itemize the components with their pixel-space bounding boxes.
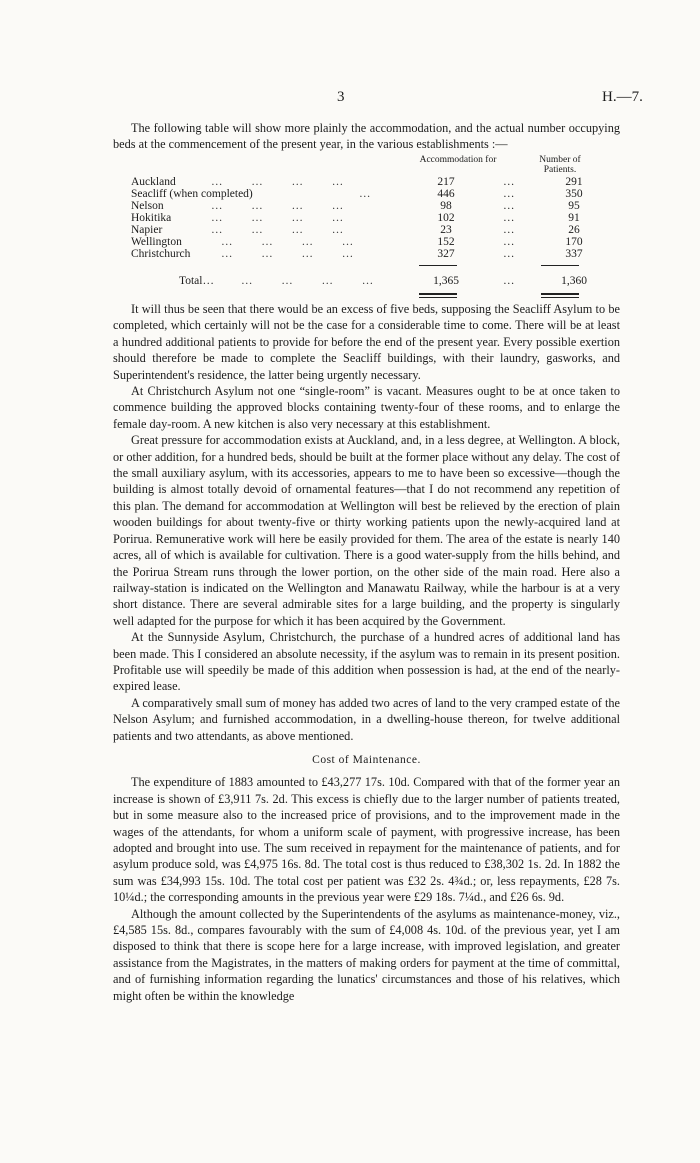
paragraph: At the Sunnyside Asylum, Christchurch, the purchase of a hundred acres of additional land has been made. This I considered an absolute necessity, if the asylum was to remain in its present position. Profitable use will speedily be made of this addition when possession is had, at the end of the nearly-expired lease.: [113, 630, 620, 694]
leader-dots: … … … …: [211, 176, 344, 188]
total-rule: [541, 297, 579, 298]
paragraph: At Christchurch Asylum not one “single-room” is vacant. Measures ought to be at once taken to commence building the approved blocks containing twenty-four of these rooms, and to enlarge the female day-room. A new kitchen is also very necessary at this establishment.: [113, 384, 620, 431]
body-text: [113, 301, 620, 1004]
row-accommodation: 217: [437, 176, 455, 188]
row-accommodation: 98: [440, 200, 452, 212]
leader-dots: … … … …: [211, 224, 344, 236]
paragraph: Although the amount collected by the Superintendents of the asylums as maintenance-money, viz., £4,585 15s. 8d., compares favourably with the sum of £4,008 4s. 10d. of the previous year, yet I am disposed to think that there is scope here for a large increase, with improved legislation, and greater assistance from the Magistrates, in the matters of making orders for payment at the time of committal, and of furnishing information regarding the lunatics' circumstances and those of his relatives, which might often be within the knowledge: [113, 906, 620, 1003]
total-accommodation: 1,365: [433, 275, 459, 287]
row-separator: …: [503, 224, 515, 236]
table-row: [131, 189, 620, 201]
row-patients: 170: [565, 236, 583, 248]
paragraph: Great pressure for accommodation exists at Auckland, and, in a less degree, at Wellington. A block, or other addition, for a hundred beds, should be built at the former place without any delay. The cost of the small auxiliary asylum, with its accessories, appears to me to have been so excessive—though the building is almost totally devoid of ornamental features—that I do not recommend any repetition of this plan. The demand for accommodation at Wellington will best be relieved by the erection of plain wooden buildings for about twenty-five or thirty working patients upon the newly-acquired land at Porirua. Remunerative work will here be easily provided for them. The area of the estate is nearly 140 acres, all of which is available for cultivation. There is a good water-supply from the hills behind, and the Porirua Stream runs through the lower portion, on the other side of the main road. Here also a railway-station is indicated on the Wellington and Manawatu Railway, while the harbour is at a very short distance. There are several admirable sites for a large building, and the property is singularly well adapted for the purpose for which it has been acquired by the Government.: [113, 433, 620, 628]
col-header-accommodation: Accommodation for: [419, 155, 497, 165]
row-separator: …: [503, 176, 515, 188]
row-patients: 91: [568, 212, 580, 224]
row-name: Napier: [131, 224, 163, 236]
table-row: [131, 225, 620, 237]
col-header-patients: Number of Patients.: [539, 155, 581, 175]
row-name: Christchurch: [131, 248, 191, 260]
row-name: Nelson: [131, 200, 164, 212]
row-accommodation: 446: [437, 188, 455, 200]
row-name: Auckland: [131, 176, 176, 188]
document-reference: H.—7.: [602, 89, 643, 105]
subtotal-rule: [541, 265, 579, 266]
paragraph: It will thus be seen that there would be an excess of five beds, supposing the Seacliff Asylum to be completed, which certainly will not be the case for a considerable time to come. There will be at least a hundred additional patients to provide for before the end of the present year. Every possible exertion should therefore be made to complete the Seacliff buildings, with their laundry, gasworks, and Superintendent's residence, the latter being urgently necessary.: [113, 302, 620, 382]
row-separator: …: [503, 248, 515, 260]
row-accommodation: 102: [437, 212, 455, 224]
paragraph: A comparatively small sum of money has added two acres of land to the very cramped estate of the Nelson Asylum; and furnished accommodation, in a dwelling-house thereon, for twelve additional patients and two attendants, as above mentioned.: [113, 695, 620, 743]
row-name: Hokitika: [131, 212, 172, 224]
table-row: [131, 237, 620, 249]
total-rule: [419, 297, 457, 298]
row-separator: …: [503, 188, 515, 200]
row-separator: …: [503, 275, 515, 287]
table-row: [131, 213, 620, 225]
row-separator: …: [503, 236, 515, 248]
total-row: [131, 276, 620, 288]
table-row: [131, 201, 620, 213]
row-name: Seacliff (when completed): [131, 188, 253, 200]
intro-paragraph: The following table will show more plainly the accommodation, and the actual number occupying beds at the commencement of the present year, in the various establishments :—: [113, 121, 620, 152]
leader-dots: … … … …: [221, 236, 354, 248]
total-patients: 1,360: [561, 275, 587, 287]
leader-dots: … … … …: [241, 275, 374, 287]
total-rule: [419, 293, 457, 295]
section-heading: Cost of Maintenance.: [312, 753, 421, 766]
total-label: Total…: [179, 275, 214, 287]
row-accommodation: 327: [437, 248, 455, 260]
intro-text: [113, 120, 620, 153]
leader-dots: … … … …: [211, 212, 344, 224]
row-patients: 26: [568, 224, 580, 236]
subtotal-rule: [419, 265, 457, 266]
row-name: Wellington: [131, 236, 182, 248]
total-rule: [541, 293, 579, 295]
row-patients: 291: [565, 176, 583, 188]
page-number: 3: [337, 89, 345, 105]
row-separator: …: [503, 200, 515, 212]
leader-dots: … … … …: [221, 248, 354, 260]
row-accommodation: 152: [437, 236, 455, 248]
row-patients: 95: [568, 200, 580, 212]
paragraph: The expenditure of 1883 amounted to £43,277 17s. 10d. Compared with that of the former year an increase is shown of £3,911 7s. 2d. This excess is chiefly due to the larger number of patients treated, but in some measure also to the increased price of provisions, and to the improvement made in the wages of the attendants, for whom a uniform scale of payment, with progressive increase, has been adopted and brought into use. The sum received in repayment for the maintenance of patients, and for asylum produce sold, was £4,975 16s. 8d. The total cost is thus reduced to £38,302 1s. 2d. In 1882 the sum was £34,993 15s. 10d. The total cost per patient was £32 2s. 4¾d.; or, less repayments, £28 7s. 10¼d.; the corresponding amounts in the previous year were £29 18s. 7¼d., and £26 6s. 9d.: [113, 775, 620, 905]
leader-dots: … … … …: [211, 200, 344, 212]
row-patients: 337: [565, 248, 583, 260]
leader-dots: …: [359, 188, 371, 200]
row-separator: …: [503, 212, 515, 224]
table-row: [131, 249, 620, 261]
row-patients: 350: [565, 188, 583, 200]
row-accommodation: 23: [440, 224, 452, 236]
